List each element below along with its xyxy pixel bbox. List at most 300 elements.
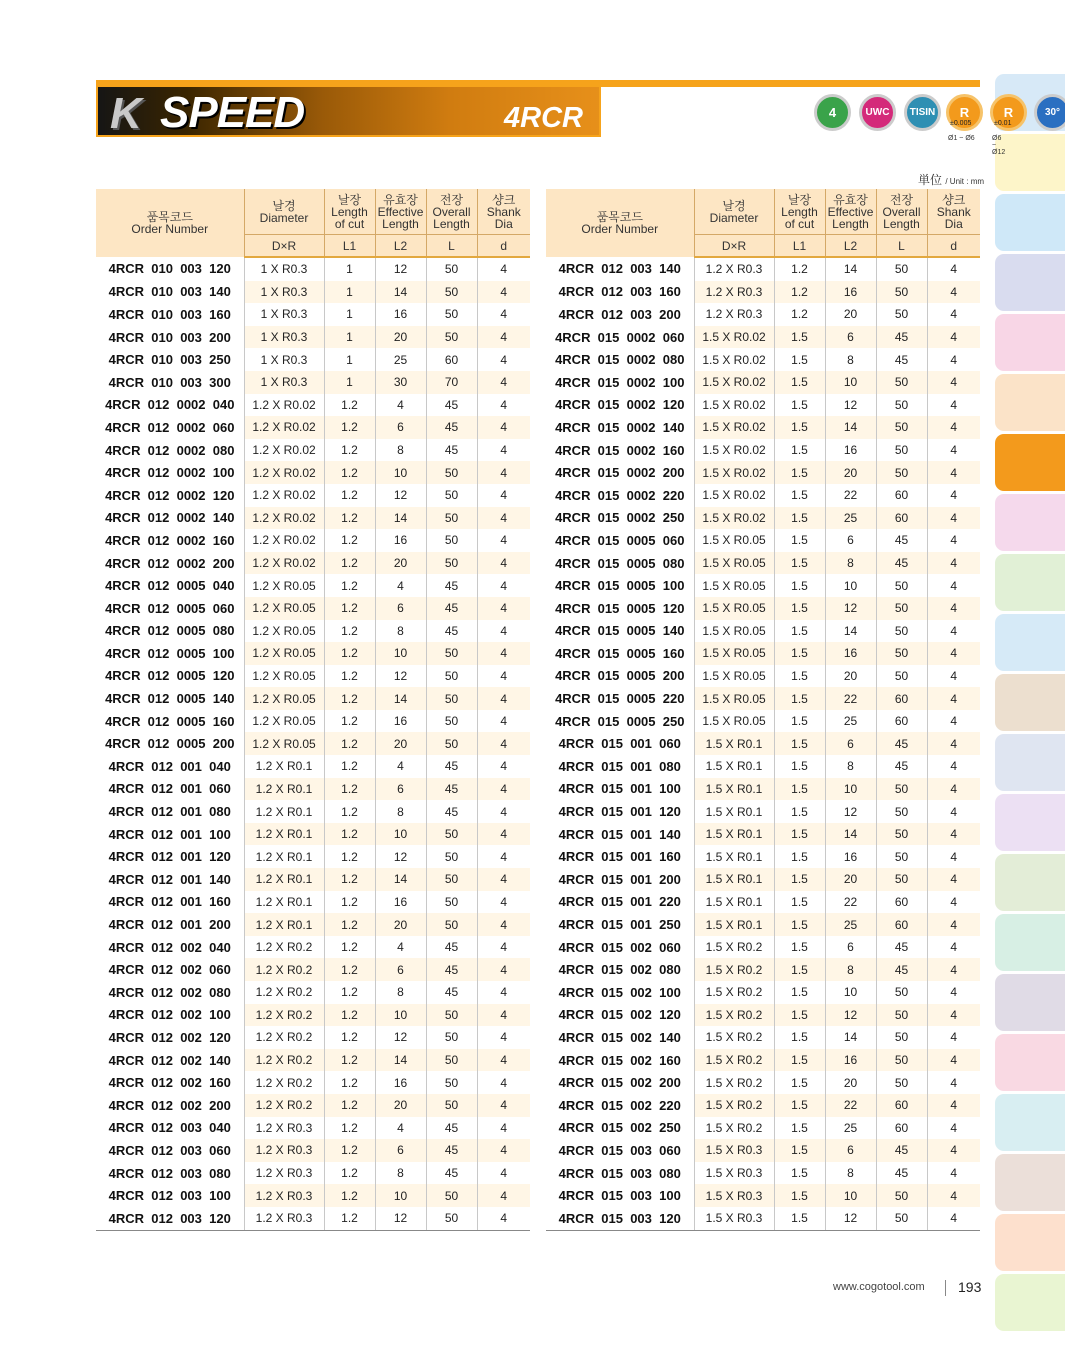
overall-length-cell: 45 xyxy=(426,755,477,778)
shank-dia-cell: 4 xyxy=(477,1117,530,1140)
radius-tolerance-icon-2: R xyxy=(990,94,1027,131)
effective-length-cell: 12 xyxy=(825,1004,876,1027)
length-of-cut-cell: 1.5 xyxy=(774,1207,825,1230)
diameter-cell: 1 X R0.3 xyxy=(244,281,324,304)
side-tab[interactable] xyxy=(995,1274,1065,1331)
side-tab[interactable] xyxy=(995,674,1065,731)
order-number-cell: 4RCR 010 003 250 xyxy=(108,352,231,368)
table-row xyxy=(96,1094,530,1117)
order-number-cell: 4RCR 015 001 120 xyxy=(558,804,681,820)
diameter-cell: 1.2 X R0.02 xyxy=(244,529,324,552)
order-number-cell: 4RCR 015 001 200 xyxy=(546,868,694,891)
table-row xyxy=(546,348,980,371)
length-of-cut-cell: 1.2 xyxy=(324,1026,375,1049)
effective-length-cell: 4 xyxy=(375,755,426,778)
order-number-cell: 4RCR 012 003 140 xyxy=(558,261,681,277)
table-row xyxy=(546,891,980,914)
order-number-cell: 4RCR 015 0005 060 xyxy=(555,532,685,548)
table-row xyxy=(546,416,980,439)
order-number-cell: 4RCR 015 001 220 xyxy=(558,894,681,910)
effective-length-cell: 16 xyxy=(825,642,876,665)
overall-length-cell: 50 xyxy=(426,281,477,304)
overall-length-cell: 50 xyxy=(876,303,927,326)
overall-length-cell: 50 xyxy=(876,620,927,643)
model-title: 4RCR xyxy=(504,102,583,134)
side-tab[interactable] xyxy=(995,254,1065,311)
order-number-cell: 4RCR 012 001 120 xyxy=(108,849,231,865)
table-row xyxy=(96,439,530,462)
effective-length-cell: 16 xyxy=(375,303,426,326)
length-of-cut-cell: 1 xyxy=(324,303,375,326)
overall-length-cell: 45 xyxy=(876,936,927,959)
diameter-cell: 1.5 X R0.2 xyxy=(694,1071,774,1094)
length-of-cut-cell: 1.5 xyxy=(774,507,825,530)
table-row xyxy=(546,484,980,507)
diameter-cell: 1.2 X R0.02 xyxy=(244,461,324,484)
table-row xyxy=(546,778,980,801)
diameter-cell: 1.5 X R0.3 xyxy=(694,1139,774,1162)
symbol-l: L xyxy=(876,235,927,258)
order-number-cell: 4RCR 015 0005 160 xyxy=(546,642,694,665)
overall-length-cell: 50 xyxy=(876,845,927,868)
diameter-cell: 1.5 X R0.3 xyxy=(694,1162,774,1185)
overall-length-cell: 45 xyxy=(876,755,927,778)
overall-length-cell: 50 xyxy=(426,1004,477,1027)
diameter-cell: 1.5 X R0.2 xyxy=(694,958,774,981)
diameter-cell: 1.5 X R0.05 xyxy=(694,529,774,552)
overall-length-cell: 45 xyxy=(426,394,477,417)
effective-length-cell: 20 xyxy=(825,1071,876,1094)
overall-length-cell: 50 xyxy=(426,552,477,575)
length-of-cut-cell: 1.2 xyxy=(774,303,825,326)
diameter-cell: 1.5 X R0.02 xyxy=(694,326,774,349)
effective-length-cell: 14 xyxy=(375,868,426,891)
overall-length-cell: 45 xyxy=(426,574,477,597)
effective-length-cell: 22 xyxy=(825,1094,876,1117)
shank-dia-cell: 4 xyxy=(477,1139,530,1162)
effective-length-cell: 6 xyxy=(825,1139,876,1162)
shank-dia-cell: 4 xyxy=(927,868,980,891)
table-row xyxy=(546,687,980,710)
overall-length-cell: 60 xyxy=(876,891,927,914)
shank-dia-cell: 4 xyxy=(477,326,530,349)
shank-dia-cell: 4 xyxy=(927,281,980,304)
side-tab[interactable] xyxy=(995,194,1065,251)
overall-length-cell: 45 xyxy=(876,529,927,552)
effective-length-header: 유효장 Effective Length xyxy=(825,189,876,235)
table-row xyxy=(96,913,530,936)
overall-length-cell: 50 xyxy=(426,732,477,755)
shank-dia-cell: 4 xyxy=(477,303,530,326)
shank-dia-cell: 4 xyxy=(927,710,980,733)
table-row xyxy=(546,461,980,484)
table-row xyxy=(546,823,980,846)
table-row xyxy=(546,1139,980,1162)
shank-dia-cell: 4 xyxy=(927,1004,980,1027)
length-of-cut-cell: 1.2 xyxy=(324,1094,375,1117)
effective-length-cell: 16 xyxy=(825,439,876,462)
tolerance-label: ±0.01 xyxy=(994,120,1012,127)
length-of-cut-cell: 1.2 xyxy=(324,484,375,507)
order-number-cell: 4RCR 012 0005 080 xyxy=(105,623,235,639)
side-tab[interactable] xyxy=(995,794,1065,851)
effective-length-cell: 20 xyxy=(825,868,876,891)
order-number-cell: 4RCR 012 001 140 xyxy=(96,868,244,891)
order-number-cell: 4RCR 012 0002 040 xyxy=(105,397,235,413)
overall-length-cell: 45 xyxy=(876,732,927,755)
length-of-cut-cell: 1.2 xyxy=(774,281,825,304)
length-of-cut-cell: 1.2 xyxy=(324,394,375,417)
side-tab[interactable] xyxy=(995,1214,1065,1271)
length-of-cut-cell: 1.2 xyxy=(324,439,375,462)
shank-dia-cell: 4 xyxy=(477,257,530,281)
length-of-cut-cell: 1.2 xyxy=(324,845,375,868)
side-tab[interactable] xyxy=(995,974,1065,1031)
symbol-dxr: D×R xyxy=(694,235,774,258)
diameter-cell: 1.5 X R0.05 xyxy=(694,552,774,575)
table-row xyxy=(96,326,530,349)
shank-dia-cell: 4 xyxy=(477,1004,530,1027)
effective-length-cell: 6 xyxy=(375,958,426,981)
order-number-cell: 4RCR 012 0002 060 xyxy=(96,416,244,439)
effective-length-cell: 10 xyxy=(375,1184,426,1207)
side-tab[interactable] xyxy=(995,434,1065,491)
diameter-cell: 1.2 X R0.3 xyxy=(244,1184,324,1207)
diameter-cell: 1.5 X R0.05 xyxy=(694,687,774,710)
spec-table-left-body xyxy=(96,257,530,1230)
overall-length-cell: 50 xyxy=(876,1049,927,1072)
effective-length-cell: 22 xyxy=(825,484,876,507)
effective-length-cell: 8 xyxy=(825,1162,876,1185)
side-tab[interactable] xyxy=(995,554,1065,611)
effective-length-cell: 8 xyxy=(375,800,426,823)
shank-dia-cell: 4 xyxy=(927,732,980,755)
shank-dia-cell: 4 xyxy=(927,416,980,439)
overall-length-cell: 45 xyxy=(426,439,477,462)
side-tab[interactable] xyxy=(995,494,1065,551)
shank-dia-cell: 4 xyxy=(477,642,530,665)
length-of-cut-cell: 1.5 xyxy=(774,755,825,778)
diameter-cell: 1.2 X R0.2 xyxy=(244,981,324,1004)
overall-length-cell: 60 xyxy=(876,710,927,733)
length-of-cut-cell: 1.2 xyxy=(324,823,375,846)
effective-length-cell: 10 xyxy=(375,461,426,484)
spec-table-right-body xyxy=(546,257,980,1230)
side-tab[interactable] xyxy=(995,1034,1065,1091)
effective-length-cell: 4 xyxy=(375,1117,426,1140)
diameter-cell: 1.2 X R0.02 xyxy=(244,394,324,417)
shank-dia-cell: 4 xyxy=(477,529,530,552)
footer-url: www.cogotool.com xyxy=(833,1281,925,1293)
overall-length-cell: 50 xyxy=(426,257,477,281)
table-row xyxy=(546,303,980,326)
diameter-cell: 1.5 X R0.2 xyxy=(694,981,774,1004)
length-of-cut-cell: 1.2 xyxy=(324,936,375,959)
shank-dia-cell: 4 xyxy=(927,1162,980,1185)
spec-table-left xyxy=(96,189,530,1231)
order-number-cell: 4RCR 012 0005 200 xyxy=(96,732,244,755)
order-number-cell: 4RCR 012 0002 160 xyxy=(105,532,235,548)
overall-length-cell: 50 xyxy=(426,642,477,665)
length-of-cut-cell: 1 xyxy=(324,257,375,281)
overall-length-cell: 50 xyxy=(426,1026,477,1049)
overall-length-cell: 50 xyxy=(426,710,477,733)
page-header xyxy=(96,80,1061,156)
diameter-cell: 1.5 X R0.02 xyxy=(694,461,774,484)
effective-length-cell: 22 xyxy=(825,891,876,914)
length-of-cut-cell: 1.5 xyxy=(774,1184,825,1207)
order-number-cell: 4RCR 015 0002 080 xyxy=(555,352,685,368)
shank-dia-cell: 4 xyxy=(477,1162,530,1185)
table-row xyxy=(96,1117,530,1140)
order-number-cell: 4RCR 015 001 100 xyxy=(546,778,694,801)
symbol-d: d xyxy=(927,235,980,258)
effective-length-cell: 12 xyxy=(375,257,426,281)
overall-length-cell: 60 xyxy=(876,484,927,507)
side-tab[interactable] xyxy=(995,314,1065,371)
effective-length-cell: 8 xyxy=(375,1162,426,1185)
overall-length-cell: 50 xyxy=(426,823,477,846)
table-row xyxy=(546,800,980,823)
effective-length-cell: 25 xyxy=(825,1117,876,1140)
order-number-cell: 4RCR 015 002 080 xyxy=(546,958,694,981)
overall-length-cell: 50 xyxy=(876,868,927,891)
shank-dia-cell: 4 xyxy=(477,1049,530,1072)
table-row xyxy=(546,732,980,755)
length-of-cut-cell: 1.5 xyxy=(774,1139,825,1162)
shank-dia-cell: 4 xyxy=(477,800,530,823)
order-number-cell: 4RCR 012 0002 080 xyxy=(105,442,235,458)
diameter-cell: 1.2 X R0.2 xyxy=(244,1049,324,1072)
order-number-cell: 4RCR 012 003 080 xyxy=(108,1165,231,1181)
order-number-cell: 4RCR 012 002 100 xyxy=(96,1004,244,1027)
length-of-cut-cell: 1.5 xyxy=(774,642,825,665)
diameter-cell: 1.2 X R0.2 xyxy=(244,958,324,981)
effective-length-cell: 20 xyxy=(375,552,426,575)
table-row xyxy=(546,597,980,620)
shank-dia-cell: 4 xyxy=(927,461,980,484)
overall-length-cell: 50 xyxy=(876,257,927,281)
effective-length-cell: 8 xyxy=(825,958,876,981)
shank-dia-cell: 4 xyxy=(477,597,530,620)
overall-length-cell: 50 xyxy=(426,1184,477,1207)
length-of-cut-cell: 1.5 xyxy=(774,913,825,936)
diameter-cell: 1.2 X R0.05 xyxy=(244,710,324,733)
shank-dia-cell: 4 xyxy=(927,1026,980,1049)
length-of-cut-cell: 1.5 xyxy=(774,439,825,462)
overall-length-cell: 50 xyxy=(426,913,477,936)
unit-note xyxy=(918,171,984,188)
length-of-cut-cell: 1.5 xyxy=(774,687,825,710)
order-number-cell: 4RCR 012 0002 120 xyxy=(105,487,235,503)
length-of-cut-cell: 1.2 xyxy=(324,642,375,665)
length-of-cut-cell: 1.5 xyxy=(774,529,825,552)
order-number-cell: 4RCR 015 001 160 xyxy=(558,849,681,865)
diameter-cell: 1.2 X R0.1 xyxy=(244,891,324,914)
order-number-cell: 4RCR 015 0002 060 xyxy=(546,326,694,349)
footer-separator xyxy=(945,1280,946,1296)
overall-length-cell: 50 xyxy=(876,800,927,823)
table-row xyxy=(96,845,530,868)
shank-dia-cell: 4 xyxy=(927,1049,980,1072)
shank-dia-cell: 4 xyxy=(477,461,530,484)
effective-length-cell: 12 xyxy=(375,665,426,688)
effective-length-cell: 25 xyxy=(375,348,426,371)
overall-length-cell: 50 xyxy=(426,529,477,552)
shank-dia-cell: 4 xyxy=(477,1184,530,1207)
order-number-cell: 4RCR 015 0005 080 xyxy=(546,552,694,575)
side-tab[interactable] xyxy=(995,614,1065,671)
order-number-cell: 4RCR 012 002 060 xyxy=(96,958,244,981)
side-tab[interactable] xyxy=(995,1154,1065,1211)
diameter-cell: 1.5 X R0.05 xyxy=(694,665,774,688)
order-number-cell: 4RCR 015 0002 120 xyxy=(555,397,685,413)
shank-dia-cell: 4 xyxy=(477,552,530,575)
effective-length-cell: 25 xyxy=(825,913,876,936)
shank-dia-cell: 4 xyxy=(927,348,980,371)
diameter-cell: 1.2 X R0.05 xyxy=(244,597,324,620)
side-tab[interactable] xyxy=(995,854,1065,911)
shank-dia-cell: 4 xyxy=(927,958,980,981)
overall-length-cell: 45 xyxy=(426,1139,477,1162)
order-number-cell: 4RCR 012 003 120 xyxy=(96,1207,244,1230)
side-tab[interactable] xyxy=(995,134,1065,191)
side-tab[interactable] xyxy=(995,914,1065,971)
diameter-cell: 1.2 X R0.1 xyxy=(244,778,324,801)
diameter-cell: 1.2 X R0.1 xyxy=(244,755,324,778)
symbol-l1: L1 xyxy=(774,235,825,258)
page-number: 193 xyxy=(958,1279,982,1295)
length-of-cut-cell: 1.2 xyxy=(324,958,375,981)
effective-length-cell: 8 xyxy=(825,755,876,778)
order-number-cell: 4RCR 015 001 060 xyxy=(546,732,694,755)
shank-dia-cell: 4 xyxy=(927,891,980,914)
overall-length-cell: 45 xyxy=(876,1139,927,1162)
table-row xyxy=(546,981,980,1004)
table-row xyxy=(546,642,980,665)
length-of-cut-cell: 1.5 xyxy=(774,1071,825,1094)
shank-dia-cell: 4 xyxy=(927,755,980,778)
overall-length-cell: 50 xyxy=(876,981,927,1004)
shank-dia-cell: 4 xyxy=(477,687,530,710)
shank-dia-cell: 4 xyxy=(477,981,530,1004)
diameter-cell: 1.2 X R0.2 xyxy=(244,1026,324,1049)
overall-length-cell: 50 xyxy=(876,439,927,462)
length-of-cut-cell: 1.2 xyxy=(324,732,375,755)
table-row xyxy=(96,597,530,620)
tolerance-label: ±0.005 xyxy=(950,120,972,127)
length-of-cut-cell: 1.5 xyxy=(774,597,825,620)
table-row xyxy=(96,484,530,507)
overall-length-cell: 50 xyxy=(876,371,927,394)
length-of-cut-cell: 1.5 xyxy=(774,620,825,643)
length-of-cut-cell: 1.2 xyxy=(324,597,375,620)
shank-dia-cell: 4 xyxy=(927,394,980,417)
shank-dia-cell: 4 xyxy=(927,1094,980,1117)
effective-length-cell: 25 xyxy=(825,507,876,530)
order-number-cell: 4RCR 010 003 200 xyxy=(96,326,244,349)
length-of-cut-cell: 1 xyxy=(324,348,375,371)
length-of-cut-cell: 1.5 xyxy=(774,552,825,575)
diameter-cell: 1 X R0.3 xyxy=(244,326,324,349)
diameter-cell: 1.5 X R0.2 xyxy=(694,1049,774,1072)
diameter-cell: 1.2 X R0.3 xyxy=(694,257,774,281)
length-of-cut-cell: 1.2 xyxy=(324,913,375,936)
table-row xyxy=(96,710,530,733)
uwc-icon: UWC xyxy=(859,94,896,131)
side-tab[interactable] xyxy=(995,374,1065,431)
shank-dia-cell: 4 xyxy=(477,574,530,597)
table-row xyxy=(546,936,980,959)
shank-dia-cell: 4 xyxy=(477,1071,530,1094)
diameter-cell: 1.5 X R0.3 xyxy=(694,1207,774,1230)
overall-length-cell: 50 xyxy=(876,394,927,417)
effective-length-cell: 12 xyxy=(825,800,876,823)
order-number-cell: 4RCR 012 001 200 xyxy=(96,913,244,936)
diameter-cell: 1.5 X R0.1 xyxy=(694,778,774,801)
overall-length-cell: 50 xyxy=(426,687,477,710)
length-of-cut-cell: 1.5 xyxy=(774,1049,825,1072)
order-number-header: 품목코드 Order Number xyxy=(96,189,244,257)
table-row xyxy=(546,755,980,778)
shank-dia-cell: 4 xyxy=(477,1207,530,1230)
shank-dia-cell: 4 xyxy=(477,823,530,846)
shank-dia-cell: 4 xyxy=(477,484,530,507)
length-of-cut-cell: 1 xyxy=(324,326,375,349)
length-of-cut-cell: 1.5 xyxy=(774,778,825,801)
overall-length-cell: 50 xyxy=(876,597,927,620)
diameter-cell: 1.5 X R0.02 xyxy=(694,371,774,394)
diameter-cell: 1.5 X R0.1 xyxy=(694,845,774,868)
table-row xyxy=(96,891,530,914)
table-row xyxy=(546,1207,980,1230)
overall-length-cell: 50 xyxy=(426,845,477,868)
effective-length-cell: 16 xyxy=(825,845,876,868)
order-number-cell: 4RCR 010 003 160 xyxy=(108,306,231,322)
order-number-cell: 4RCR 015 001 080 xyxy=(558,758,681,774)
effective-length-cell: 12 xyxy=(375,484,426,507)
diameter-cell: 1 X R0.3 xyxy=(244,303,324,326)
table-row xyxy=(96,507,530,530)
table-row xyxy=(96,981,530,1004)
diameter-cell: 1.5 X R0.02 xyxy=(694,394,774,417)
shank-dia-cell: 4 xyxy=(927,439,980,462)
effective-length-cell: 14 xyxy=(375,507,426,530)
effective-length-cell: 6 xyxy=(375,778,426,801)
order-number-cell: 4RCR 015 001 250 xyxy=(546,913,694,936)
shank-dia-cell: 4 xyxy=(477,710,530,733)
side-tab[interactable] xyxy=(995,1094,1065,1151)
effective-length-cell: 8 xyxy=(375,620,426,643)
radius-tolerance-icon: R xyxy=(946,94,983,131)
order-number-cell: 4RCR 012 003 200 xyxy=(558,306,681,322)
shank-dia-cell: 4 xyxy=(477,958,530,981)
overall-length-cell: 50 xyxy=(426,326,477,349)
effective-length-cell: 16 xyxy=(375,1071,426,1094)
effective-length-cell: 10 xyxy=(375,823,426,846)
shank-dia-cell: 4 xyxy=(927,823,980,846)
shank-dia-cell: 4 xyxy=(927,687,980,710)
length-of-cut-cell: 1.2 xyxy=(324,620,375,643)
side-tab[interactable] xyxy=(995,734,1065,791)
effective-length-cell: 20 xyxy=(825,665,876,688)
diameter-cell: 1.2 X R0.1 xyxy=(244,913,324,936)
overall-length-cell: 50 xyxy=(426,1049,477,1072)
table-row xyxy=(96,461,530,484)
overall-length-cell: 45 xyxy=(876,958,927,981)
diameter-cell: 1.5 X R0.3 xyxy=(694,1184,774,1207)
length-of-cut-cell: 1.5 xyxy=(774,710,825,733)
